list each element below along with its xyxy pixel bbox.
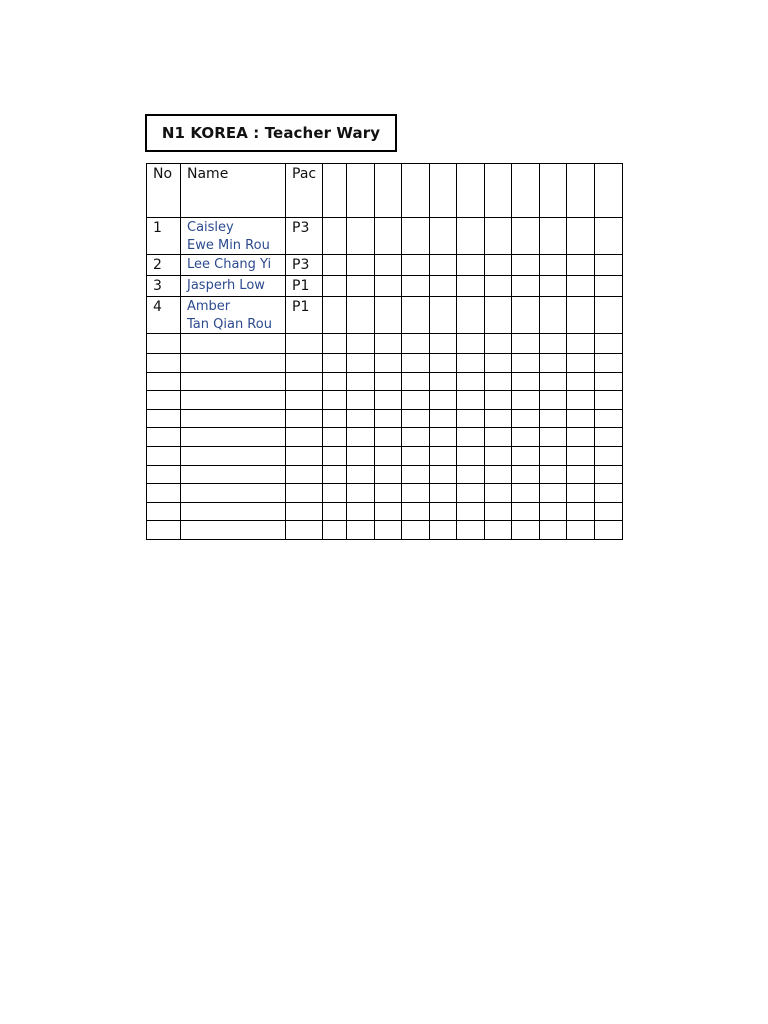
blank-cell xyxy=(540,465,567,484)
blank-cell xyxy=(375,354,402,373)
blank-cell xyxy=(323,465,347,484)
student-name-line: Caisley xyxy=(187,220,234,235)
blank-cell xyxy=(375,297,402,334)
empty-row xyxy=(147,428,623,447)
blank-cell xyxy=(512,276,540,297)
blank-cell xyxy=(323,276,347,297)
header-blank xyxy=(512,164,540,218)
header-pac: Pac xyxy=(286,164,323,218)
blank-cell xyxy=(485,354,512,373)
blank-cell xyxy=(347,354,375,373)
blank-cell xyxy=(347,391,375,410)
blank-cell xyxy=(595,521,623,540)
blank-cell xyxy=(430,428,457,447)
blank-cell xyxy=(430,255,457,276)
blank-cell xyxy=(286,409,323,428)
blank-cell xyxy=(485,409,512,428)
blank-cell xyxy=(457,446,485,465)
header-no: No xyxy=(147,164,181,218)
blank-cell xyxy=(430,334,457,354)
blank-cell xyxy=(323,354,347,373)
pac-level: P1 xyxy=(286,276,323,297)
blank-cell xyxy=(567,334,595,354)
pac-level: P1 xyxy=(286,297,323,334)
blank-cell xyxy=(181,502,286,521)
blank-cell xyxy=(540,372,567,391)
blank-cell xyxy=(286,521,323,540)
blank-cell xyxy=(595,502,623,521)
blank-cell xyxy=(485,276,512,297)
blank-cell xyxy=(402,297,430,334)
blank-cell xyxy=(540,391,567,410)
blank-cell xyxy=(540,502,567,521)
blank-cell xyxy=(512,409,540,428)
blank-cell xyxy=(347,446,375,465)
blank-cell xyxy=(402,334,430,354)
blank-cell xyxy=(485,297,512,334)
blank-cell xyxy=(567,409,595,428)
blank-cell xyxy=(485,465,512,484)
student-name-line: Tan Qian Rou xyxy=(187,317,272,332)
blank-cell xyxy=(323,255,347,276)
blank-cell xyxy=(147,391,181,410)
blank-cell xyxy=(402,276,430,297)
blank-cell xyxy=(512,521,540,540)
blank-cell xyxy=(512,255,540,276)
blank-cell xyxy=(567,276,595,297)
blank-cell xyxy=(457,484,485,503)
table-row xyxy=(147,276,623,297)
blank-cell xyxy=(457,334,485,354)
blank-cell xyxy=(286,391,323,410)
table-row xyxy=(147,218,623,255)
blank-cell xyxy=(286,334,323,354)
blank-cell xyxy=(595,446,623,465)
blank-cell xyxy=(430,218,457,255)
blank-cell xyxy=(567,255,595,276)
blank-cell xyxy=(147,372,181,391)
blank-cell xyxy=(402,521,430,540)
blank-cell xyxy=(512,372,540,391)
header-row xyxy=(147,164,623,218)
roster-table xyxy=(146,163,623,540)
header-blank xyxy=(402,164,430,218)
blank-cell xyxy=(402,409,430,428)
blank-cell xyxy=(540,521,567,540)
blank-cell xyxy=(567,446,595,465)
blank-cell xyxy=(540,428,567,447)
blank-cell xyxy=(147,446,181,465)
blank-cell xyxy=(457,218,485,255)
blank-cell xyxy=(595,484,623,503)
blank-cell xyxy=(485,521,512,540)
empty-row xyxy=(147,372,623,391)
blank-cell xyxy=(181,484,286,503)
blank-cell xyxy=(347,297,375,334)
blank-cell xyxy=(375,409,402,428)
header-blank xyxy=(375,164,402,218)
blank-cell xyxy=(347,334,375,354)
row-number: 2 xyxy=(147,255,181,276)
blank-cell xyxy=(485,484,512,503)
student-name xyxy=(181,255,286,276)
blank-cell xyxy=(567,218,595,255)
blank-cell xyxy=(512,465,540,484)
pac-level: P3 xyxy=(286,218,323,255)
blank-cell xyxy=(181,409,286,428)
blank-cell xyxy=(147,484,181,503)
header-blank xyxy=(457,164,485,218)
blank-cell xyxy=(347,428,375,447)
blank-cell xyxy=(540,276,567,297)
blank-cell xyxy=(485,334,512,354)
blank-cell xyxy=(147,428,181,447)
blank-cell xyxy=(147,334,181,354)
blank-cell xyxy=(286,446,323,465)
header-blank xyxy=(430,164,457,218)
blank-cell xyxy=(402,446,430,465)
empty-row xyxy=(147,521,623,540)
student-name xyxy=(181,218,286,255)
blank-cell xyxy=(402,372,430,391)
blank-cell xyxy=(286,372,323,391)
blank-cell xyxy=(147,521,181,540)
blank-cell xyxy=(457,372,485,391)
blank-cell xyxy=(595,372,623,391)
blank-cell xyxy=(286,354,323,373)
blank-cell xyxy=(567,502,595,521)
blank-cell xyxy=(147,409,181,428)
blank-cell xyxy=(347,502,375,521)
blank-cell xyxy=(512,446,540,465)
blank-cell xyxy=(430,372,457,391)
blank-cell xyxy=(375,428,402,447)
header-blank xyxy=(567,164,595,218)
blank-cell xyxy=(323,391,347,410)
blank-cell xyxy=(402,255,430,276)
blank-cell xyxy=(286,465,323,484)
blank-cell xyxy=(147,354,181,373)
blank-cell xyxy=(512,502,540,521)
blank-cell xyxy=(402,391,430,410)
blank-cell xyxy=(181,465,286,484)
blank-cell xyxy=(567,297,595,334)
blank-cell xyxy=(323,297,347,334)
blank-cell xyxy=(347,409,375,428)
blank-cell xyxy=(181,372,286,391)
blank-cell xyxy=(512,428,540,447)
blank-cell xyxy=(595,354,623,373)
blank-cell xyxy=(347,521,375,540)
blank-cell xyxy=(181,446,286,465)
empty-row xyxy=(147,354,623,373)
blank-cell xyxy=(595,334,623,354)
empty-row xyxy=(147,465,623,484)
blank-cell xyxy=(567,354,595,373)
blank-cell xyxy=(147,502,181,521)
blank-cell xyxy=(512,334,540,354)
roster-title: N1 KOREA : Teacher Wary xyxy=(145,114,397,152)
student-name-line: Lee Chang Yi xyxy=(187,257,272,272)
header-blank xyxy=(540,164,567,218)
blank-cell xyxy=(457,391,485,410)
blank-cell xyxy=(430,502,457,521)
student-name-line: Ewe Min Rou xyxy=(187,238,270,253)
blank-cell xyxy=(286,428,323,447)
blank-cell xyxy=(323,446,347,465)
blank-cell xyxy=(181,521,286,540)
blank-cell xyxy=(375,372,402,391)
blank-cell xyxy=(375,218,402,255)
blank-cell xyxy=(512,391,540,410)
blank-cell xyxy=(402,465,430,484)
blank-cell xyxy=(402,218,430,255)
header-blank xyxy=(595,164,623,218)
blank-cell xyxy=(485,502,512,521)
blank-cell xyxy=(402,502,430,521)
blank-cell xyxy=(181,391,286,410)
blank-cell xyxy=(375,465,402,484)
blank-cell xyxy=(540,409,567,428)
blank-cell xyxy=(540,446,567,465)
table-row xyxy=(147,255,623,276)
header-blank xyxy=(323,164,347,218)
blank-cell xyxy=(375,446,402,465)
blank-cell xyxy=(430,484,457,503)
blank-cell xyxy=(595,465,623,484)
blank-cell xyxy=(147,465,181,484)
blank-cell xyxy=(457,465,485,484)
blank-cell xyxy=(430,354,457,373)
blank-cell xyxy=(286,484,323,503)
blank-cell xyxy=(181,334,286,354)
blank-cell xyxy=(375,334,402,354)
blank-cell xyxy=(512,484,540,503)
blank-cell xyxy=(430,297,457,334)
blank-cell xyxy=(457,409,485,428)
blank-cell xyxy=(375,502,402,521)
blank-cell xyxy=(540,255,567,276)
blank-cell xyxy=(540,297,567,334)
blank-cell xyxy=(567,391,595,410)
blank-cell xyxy=(512,218,540,255)
blank-cell xyxy=(375,484,402,503)
blank-cell xyxy=(595,409,623,428)
row-number: 4 xyxy=(147,297,181,334)
blank-cell xyxy=(347,372,375,391)
empty-row xyxy=(147,391,623,410)
blank-cell xyxy=(323,409,347,428)
blank-cell xyxy=(457,502,485,521)
blank-cell xyxy=(347,465,375,484)
empty-row xyxy=(147,502,623,521)
blank-cell xyxy=(323,502,347,521)
blank-cell xyxy=(375,276,402,297)
student-name xyxy=(181,276,286,297)
row-number: 3 xyxy=(147,276,181,297)
blank-cell xyxy=(402,428,430,447)
blank-cell xyxy=(595,428,623,447)
blank-cell xyxy=(430,446,457,465)
row-number: 1 xyxy=(147,218,181,255)
blank-cell xyxy=(347,255,375,276)
blank-cell xyxy=(540,334,567,354)
blank-cell xyxy=(485,255,512,276)
blank-cell xyxy=(457,521,485,540)
blank-cell xyxy=(181,354,286,373)
blank-cell xyxy=(347,218,375,255)
blank-cell xyxy=(485,446,512,465)
blank-cell xyxy=(286,502,323,521)
blank-cell xyxy=(430,276,457,297)
blank-cell xyxy=(347,484,375,503)
empty-row xyxy=(147,334,623,354)
blank-cell xyxy=(540,218,567,255)
header-blank xyxy=(485,164,512,218)
blank-cell xyxy=(485,391,512,410)
blank-cell xyxy=(457,354,485,373)
blank-cell xyxy=(323,521,347,540)
blank-cell xyxy=(457,428,485,447)
blank-cell xyxy=(485,372,512,391)
blank-cell xyxy=(595,218,623,255)
empty-row xyxy=(147,484,623,503)
blank-cell xyxy=(567,372,595,391)
blank-cell xyxy=(323,334,347,354)
blank-cell xyxy=(540,484,567,503)
student-name-line: Jasperh Low xyxy=(187,278,265,293)
blank-cell xyxy=(512,354,540,373)
blank-cell xyxy=(375,255,402,276)
blank-cell xyxy=(430,391,457,410)
blank-cell xyxy=(567,521,595,540)
blank-cell xyxy=(323,428,347,447)
blank-cell xyxy=(375,521,402,540)
blank-cell xyxy=(457,276,485,297)
header-blank xyxy=(347,164,375,218)
blank-cell xyxy=(485,428,512,447)
blank-cell xyxy=(402,484,430,503)
empty-row xyxy=(147,446,623,465)
blank-cell xyxy=(595,276,623,297)
blank-cell xyxy=(567,428,595,447)
blank-cell xyxy=(567,465,595,484)
blank-cell xyxy=(595,391,623,410)
blank-cell xyxy=(430,409,457,428)
blank-cell xyxy=(540,354,567,373)
table-row xyxy=(147,297,623,334)
blank-cell xyxy=(430,465,457,484)
blank-cell xyxy=(485,218,512,255)
blank-cell xyxy=(181,428,286,447)
blank-cell xyxy=(430,521,457,540)
empty-row xyxy=(147,409,623,428)
blank-cell xyxy=(595,297,623,334)
blank-cell xyxy=(375,391,402,410)
blank-cell xyxy=(323,218,347,255)
blank-cell xyxy=(512,297,540,334)
blank-cell xyxy=(595,255,623,276)
pac-level: P3 xyxy=(286,255,323,276)
student-name-line: Amber xyxy=(187,299,231,314)
blank-cell xyxy=(457,255,485,276)
student-name xyxy=(181,297,286,334)
blank-cell xyxy=(457,297,485,334)
blank-cell xyxy=(347,276,375,297)
header-name: Name xyxy=(181,164,286,218)
blank-cell xyxy=(567,484,595,503)
blank-cell xyxy=(402,354,430,373)
blank-cell xyxy=(323,484,347,503)
blank-cell xyxy=(323,372,347,391)
